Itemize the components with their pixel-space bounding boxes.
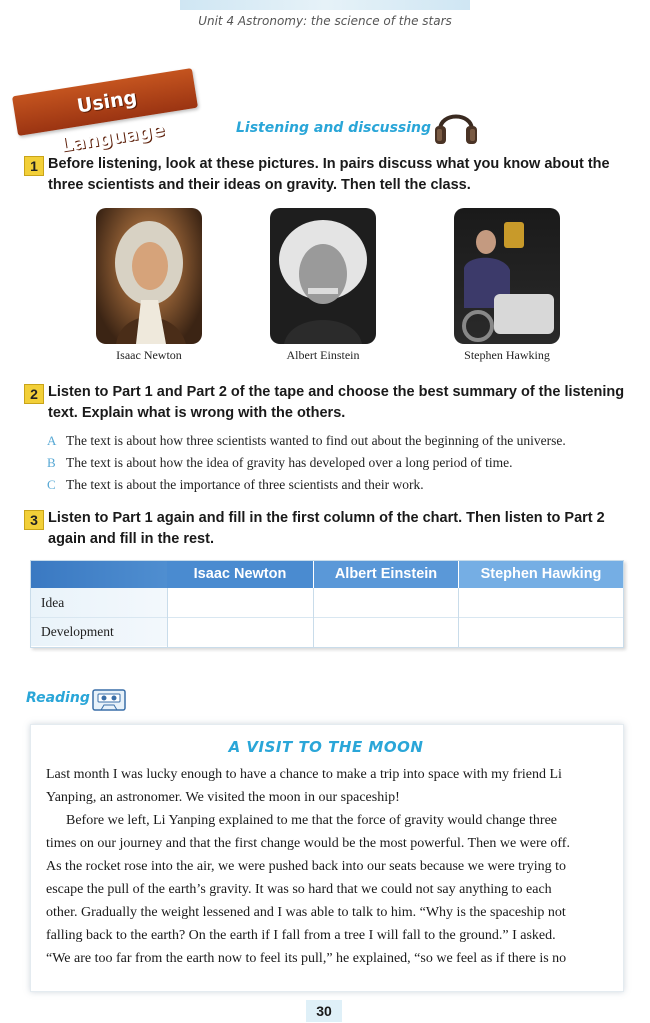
portrait-hawking [454,208,560,344]
chart-col-divider [458,588,459,647]
chart-row-label-idea: Idea [31,588,167,617]
task2-line1: Listen to Part 1 and Part 2 of the tape and choose the best summary of the listening [48,384,625,400]
chart-header-einstein: Albert Einstein [314,561,458,588]
chart-header-hawking: Stephen Hawking [459,561,623,588]
task3-line1: Listen to Part 1 again and fill in the first column of the chart. Then listen to Part 2 [48,510,605,526]
task1-line1: Before listening, look at these pictures. In pairs discuss what you know about the [48,156,610,172]
page-number: 30 [306,1000,342,1022]
story-line-2: Yanping, an astronomer. We visited the moon in our spaceship! [46,790,400,805]
story-line-1: Last month I was lucky enough to have a chance to make a trip into space with my friend Li [46,767,562,782]
task-number-2: 2 [24,384,44,404]
cassette-icon [92,688,126,712]
header-band [180,0,470,10]
chart-cell-hawking-idea[interactable] [462,591,620,613]
caption-hawking: Stephen Hawking [464,348,550,362]
chart-cell-einstein-idea[interactable] [317,591,455,613]
task1-line2: three scientists and their ideas on gravity. Then tell the class. [48,177,471,193]
story-line-9: “We are too far from the earth now to feel its pull,” he explained, “so we feel as if there is no [46,951,567,966]
chart-cell-newton-idea[interactable] [171,591,309,613]
einstein-figure [270,208,376,344]
headphones-icon [432,104,480,148]
chart-col-divider [167,588,168,647]
caption-newton: Isaac Newton [116,348,182,362]
chart-header-blank [31,561,167,588]
story-line-4: times on our journey and that the first change would be the most powerful. Then we were off. [46,836,570,851]
portrait-einstein [270,208,376,344]
chart-row-divider [31,617,623,618]
chart-cell-einstein-development[interactable] [317,620,455,642]
caption-einstein: Albert Einstein [286,348,360,362]
chart-col-divider [313,588,314,647]
reading-heading: Reading [26,690,90,706]
option-c-text: The text is about the importance of three scientists and their work. [66,477,424,492]
option-a-text: The text is about how three scientists wanted to find out about the beginning of the universe. [66,433,566,448]
story-line-6: escape the pull of the earth’s gravity. It was so hard that we could not say anything to each [46,882,552,897]
task-number-1: 1 [24,156,44,176]
task3-line2: again and fill in the rest. [48,531,214,547]
chart-row-label-development: Development [31,617,167,646]
newton-figure [96,208,202,344]
unit-title: Unit 4 Astronomy: the science of the stars [198,14,452,28]
task2-line2: text. Explain what is wrong with the others. [48,405,346,421]
task-number-3: 3 [24,510,44,530]
hawking-figure [454,208,560,344]
scientist-chart [30,560,624,648]
option-b-letter: B [47,455,56,470]
option-c-letter: C [47,477,56,492]
story-line-7: other. Gradually the weight lessened and I was able to talk to him. “Why is the spaceship not [46,905,566,920]
listening-heading: Listening and discussing [236,120,432,136]
story-line-3: Before we left, Li Yanping explained to me that the force of gravity would change three [66,813,558,828]
story-line-8: falling back to the earth? On the earth if I fall from a tree I will fall to the ground.” I asked. [46,928,556,943]
chart-header-newton: Isaac Newton [167,561,313,588]
using-language-label: Using Language [59,86,167,157]
option-a-letter: A [47,433,57,448]
story-line-5: As the rocket rose into the air, we were pushed back into our seats because we were trying to [46,859,566,874]
portrait-newton [96,208,202,344]
story-title: A VISIT TO THE MOON [228,738,424,756]
chart-cell-hawking-development[interactable] [462,620,620,642]
chart-cell-newton-development[interactable] [171,620,309,642]
option-b-text: The text is about how the idea of gravity has developed over a long period of time. [66,455,513,470]
